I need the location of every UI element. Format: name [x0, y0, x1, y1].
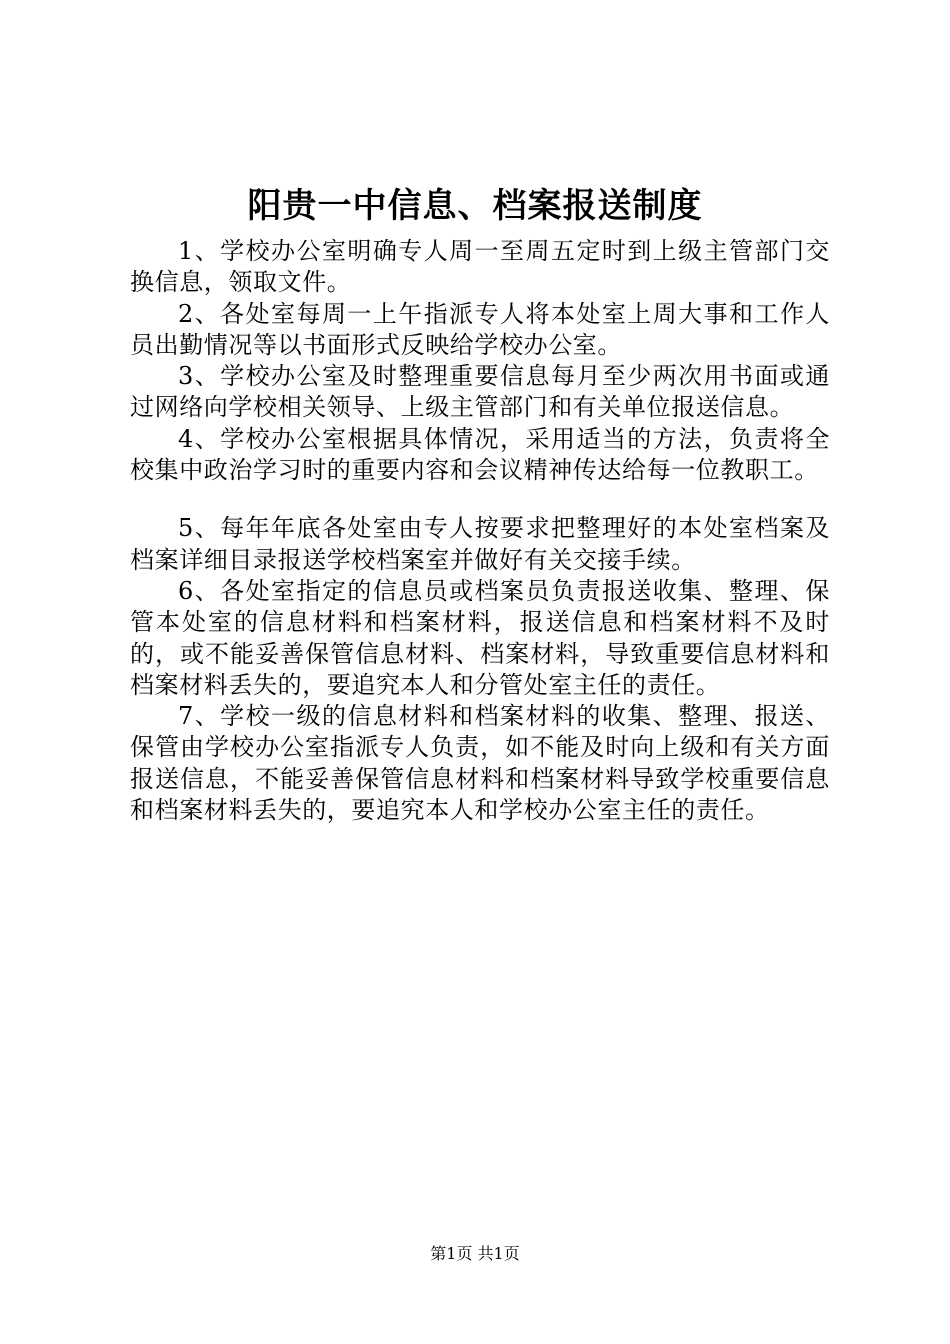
paragraph-1: 1、学校办公室明确专人周一至周五定时到上级主管部门交换信息，领取文件。 — [130, 237, 830, 297]
document-title: 阳贵一中信息、档案报送制度 — [247, 186, 703, 226]
paragraph-7: 7、学校一级的信息材料和档案材料的收集、整理、报送、保管由学校办公室指派专人负责，如不能及时向上级和有关方面报送信息，不能妥善保管信息材料和档案材料导致学校重要信息和档案材料丢失的，要追究本人和学校办公室主任的责任。 — [130, 702, 830, 825]
paragraph-5: 5、每年年底各处室由专人按要求把整理好的本处室档案及档案详细目录报送学校档案室并做好有关交接手续。 — [130, 514, 830, 574]
paragraph-6: 6、各处室指定的信息员或档案员负责报送收集、整理、保管本处室的信息材料和档案材料，报送信息和档案材料不及时的，或不能妥善保管信息材料、档案材料，导致重要信息材料和档案材料丢失的，要追究本人和分管处室主任的责任。 — [130, 576, 830, 699]
paragraph-4: 4、学校办公室根据具体情况，采用适当的方法，负责将全校集中政治学习时的重要内容和会议精神传达给每一位教职工。 — [130, 424, 830, 485]
paragraph-2: 2、各处室每周一上午指派专人将本处室上周大事和工作人员出勤情况等以书面形式反映给学校办公室。 — [130, 299, 830, 359]
paragraph-3: 3、学校办公室及时整理重要信息每月至少两次用书面或通过网络向学校相关领导、上级主管部门和有关单位报送信息。 — [130, 362, 830, 422]
document-body — [130, 236, 830, 826]
page-footer: 第1页 共1页 — [430, 1244, 520, 1263]
